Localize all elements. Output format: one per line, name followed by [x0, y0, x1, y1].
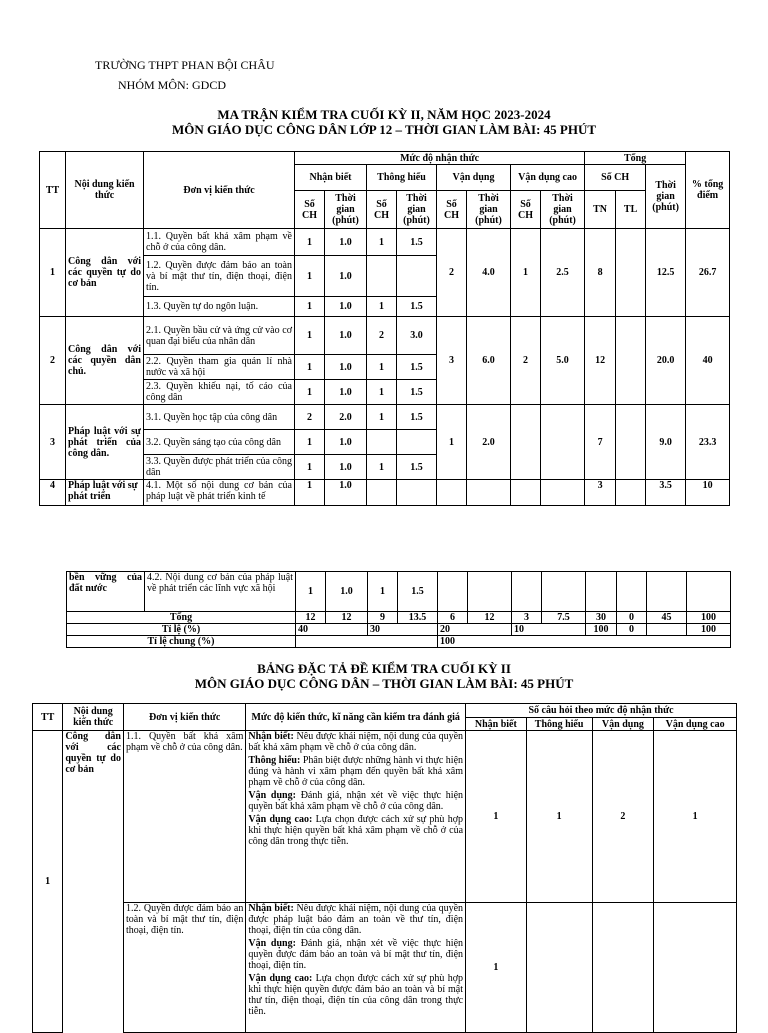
header-soch: Số CH [367, 191, 397, 229]
table-row: 1 Công dân với các quyền tự do cơ bản 1.1. Quyền bất khả xâm phạm về chỗ ở của công dân. 1 1.0 1 1.5 2 4.0 1 2.5 8 12.5 26.7 [40, 229, 730, 256]
header-vdc: Vận dụng cao [511, 165, 585, 191]
header-content: Nội dung kiến thức [66, 152, 144, 229]
spec-subtitle: MÔN GIÁO DỤC CÔNG DÂN – THỜI GIAN LÀM BÀI: 45 PHÚT [194, 676, 574, 691]
assessment-matrix-continuation [66, 571, 731, 648]
table-row: 1.2. Quyền được đảm bảo an toàn và bí mật thư tín, điện thoại, điện tín. Nhận biết: Nêu được khái niệm, nội dung của quyền được pháp luật bảo đảm an toàn về thư tín, điện thoại, điện tín của công dân. Vận dụng: Đánh giá, nhận xét về việc thực hiện quyền được đảm bảo an toàn và bí mật thư tín, điện thoại, điện tín. Vận dụng cao: Lựa chọn được cách xử sự phù hợp khi thực hiện quyền được đảm bảo an toàn và bí mật thư tín, điện thoại, điện tín của công dân trong thực tiễn. 1 [33, 903, 737, 1033]
matrix-title: MA TRẬN KIỂM TRA CUỐI KỲ II, NĂM HỌC 2023-2024 [217, 107, 551, 122]
header-percent: % tổng điểm [686, 152, 730, 229]
header-tn: TN [585, 191, 616, 229]
header-soch: Số CH [437, 191, 467, 229]
table-row: bền vững của đất nước 4.2. Nội dung cơ bản của pháp luật về phát triển các lĩnh vực xã hội 1 1.0 1 1.5 [67, 572, 731, 612]
header-tl: TL [616, 191, 646, 229]
spec-header-tt: TT [33, 704, 63, 731]
spec-header-vdc: Vận dụng cao [654, 718, 737, 731]
specification-table [32, 703, 737, 1033]
header-nb: Nhận biết [295, 165, 367, 191]
header-vd: Vận dụng [437, 165, 511, 191]
school-name: TRƯỜNG THPT PHAN BỘI CHÂU [95, 58, 275, 72]
header-time: Thời gian (phút) [397, 191, 437, 229]
header-time: Thời gian (phút) [541, 191, 585, 229]
spec-title: BẢNG ĐẶC TẢ ĐỀ KIỂM TRA CUỐI KỲ II [257, 661, 511, 676]
header-soch: Số CH [585, 165, 646, 191]
table-row: 4 Pháp luật với sự phát triển 4.1. Một số nội dung cơ bản của pháp luật về phát triển kinh tế 1 1.0 3 3.5 10 [40, 480, 730, 506]
table-row: 3.2. Quyền sáng tạo của công dân 1 1.0 [40, 430, 730, 455]
matrix-subtitle: MÔN GIÁO DỤC CÔNG DÂN LỚP 12 – THỜI GIAN LÀM BÀI: 45 PHÚT [171, 122, 597, 137]
assessment-matrix-table [39, 151, 730, 506]
table-row: 1.3. Quyền tự do ngôn luận. 1 1.0 1 1.5 [40, 297, 730, 317]
table-row: 3 Pháp luật với sự phát triển của công dân. 3.1. Quyền học tập của công dân 2 2.0 1 1.5 1 2.0 7 9.0 23.3 [40, 405, 730, 430]
table-row: 1.2. Quyền được đảm bảo an toàn và bí mật thư tín, điện thoại, điện tín. 1 1.0 [40, 256, 730, 297]
table-row: 2.3. Quyền khiếu nại, tố cáo của công dân 1 1.0 1 1.5 [40, 380, 730, 405]
spec-header-unit: Đơn vị kiến thức [123, 704, 245, 731]
header-total: Tổng [585, 152, 686, 165]
header-th: Thông hiểu [367, 165, 437, 191]
header-time: Thời gian (phút) [325, 191, 367, 229]
spec-header-vd: Vận dụng [592, 718, 654, 731]
header-unit: Đơn vị kiến thức [144, 152, 295, 229]
spec-header-count: Số câu hỏi theo mức độ nhận thức [466, 704, 737, 718]
ratio-row: Tỉ lệ (%) 40 30 20 10 100 0 100 [67, 624, 731, 636]
header-time-total: Thời gian (phút) [646, 165, 686, 229]
spec-header-content: Nội dung kiến thức [63, 704, 124, 731]
header-soch: Số CH [511, 191, 541, 229]
header-soch: Số CH [295, 191, 325, 229]
table-row: 2.2. Quyền tham gia quản lí nhà nước và xã hội 1 1.0 1 1.5 [40, 355, 730, 380]
table-row: 2 Công dân với các quyền dân chủ. 2.1. Quyền bầu cử và ứng cử vào cơ quan đại biểu của nhân dân 1 1.0 2 3.0 3 6.0 2 5.0 12 20.0 40 [40, 317, 730, 355]
header-level: Mức độ nhận thức [295, 152, 585, 165]
spec-header-nb: Nhận biết [466, 718, 527, 731]
subject-group: NHÓM MÔN: GDCD [118, 78, 227, 92]
spec-header-th: Thông hiểu [526, 718, 592, 731]
spec-header-level: Mức độ kiến thức, kĩ năng cần kiểm tra đánh giá [246, 704, 466, 731]
header-tt: TT [40, 152, 66, 229]
header-time: Thời gian (phút) [467, 191, 511, 229]
table-row: 3.3. Quyền được phát triển của công dân 1 1.0 1 1.5 [40, 455, 730, 480]
table-row: 1 Công dân với các quyền tự do cơ bản 1.1. Quyền bất khả xâm phạm về chỗ ở của công dân. Nhận biết: Nêu được khái niệm, nội dung của quyền bất khả xâm phạm về chỗ ở của công dân. Thông hiểu: Phân biệt được những hành vi thực hiện đúng và hành vi xâm phạm đến quyền bất khả xâm phạm về chỗ ở của công dân. Vận dụng: Đánh giá, nhận xét về việc thực hiện quyền bất khả xâm phạm về chỗ ở của công dân. Vận dụng cao: Lựa chọn được cách xử sự phù hợp khi thực hiện quyền bất khả xâm phạm về chỗ ở của công dân trong thực tiễn. 1 1 2 1 [33, 731, 737, 903]
total-row: Tổng 12 12 9 13.5 6 12 3 7.5 30 0 45 100 [67, 612, 731, 624]
common-ratio-row: Tỉ lệ chung (%) 100 [67, 636, 731, 648]
